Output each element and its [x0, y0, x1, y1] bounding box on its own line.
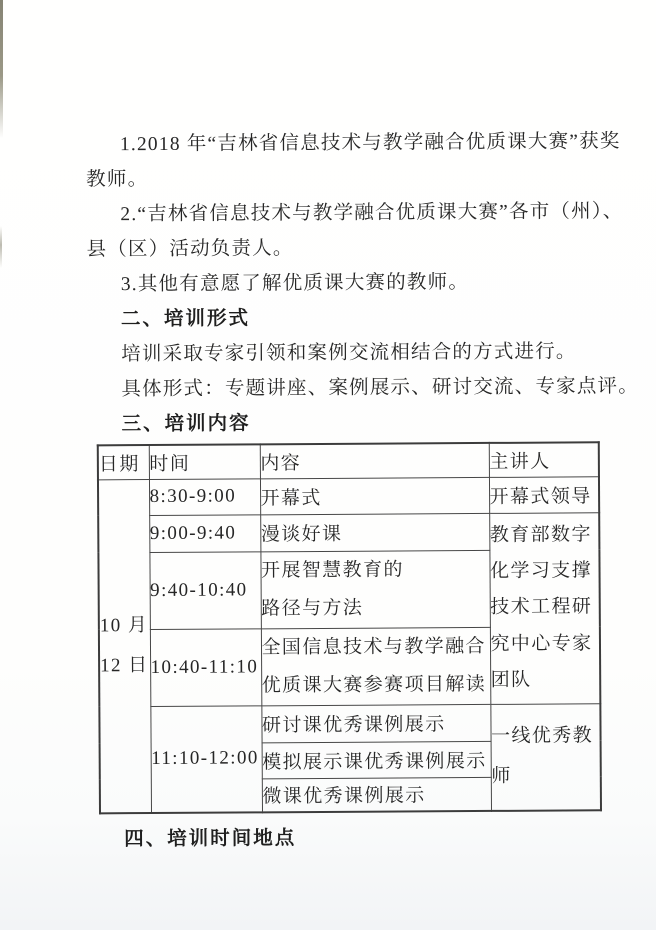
header-cell-date: 日期	[98, 445, 149, 479]
time-cell-2: 9:00-9:40	[149, 514, 260, 552]
content-cell-7: 微课优秀课例展示	[262, 777, 491, 812]
content-cell-5: 研讨课优秀课例展示	[261, 704, 490, 742]
header-cell-time: 时间	[149, 444, 260, 479]
content-cell-6: 模拟展示课优秀课例展示	[262, 741, 491, 778]
time-cell-3: 9:40-10:40	[149, 551, 260, 629]
speaker-cell-1: 开幕式领导	[489, 476, 599, 513]
content-cell-3: 开展智慧教育的 路径与方法	[260, 550, 489, 628]
paragraph-1-line-2: 教师。	[86, 169, 149, 191]
content-cell-1: 开幕式	[260, 477, 489, 514]
schedule-table	[97, 441, 602, 814]
time-cell-4: 10:40-11:10	[150, 628, 261, 706]
paragraph-2-line-2: 县（区）活动负责人。	[86, 238, 294, 261]
paragraph-2-line-1: 2.“吉林省信息技术与教学融合优质课大赛”各市（州）、	[120, 201, 624, 226]
date-cell: 10 月 12 日	[98, 479, 151, 813]
section-heading-training-content: 三、培训内容	[121, 412, 251, 436]
header-cell-speaker: 主讲人	[489, 442, 599, 477]
content-cell-4: 全国信息技术与教学融合 优质课大赛参赛项目解读	[261, 627, 490, 705]
training-form-body: 培训采取专家引领和案例交流相结合的方式进行。	[121, 341, 577, 366]
content-cell-2: 漫谈好课	[260, 513, 489, 551]
paragraph-3: 3.其他有意愿了解优质课大赛的教师。	[120, 272, 470, 296]
speaker-cell-2: 教育部数字 化学习支撑 技术工程研 究中心专家 团队	[489, 512, 600, 704]
training-form-detail: 具体形式：专题讲座、案例展示、研讨交流、专家点评。	[121, 376, 639, 401]
header-cell-content: 内容	[260, 443, 489, 478]
time-cell-1: 8:30-9:00	[149, 478, 260, 515]
section-heading-time-place: 四、培训时间地点	[124, 827, 297, 851]
speaker-cell-5: 一线优秀教 师	[490, 703, 601, 811]
time-cell-5: 11:10-12:00	[150, 705, 262, 813]
paragraph-1-line-1: 1.2018 年“吉林省信息技术与教学融合优质课大赛”获奖	[119, 131, 621, 156]
section-heading-training-form: 二、培训形式	[120, 307, 251, 331]
text-column	[86, 124, 639, 856]
